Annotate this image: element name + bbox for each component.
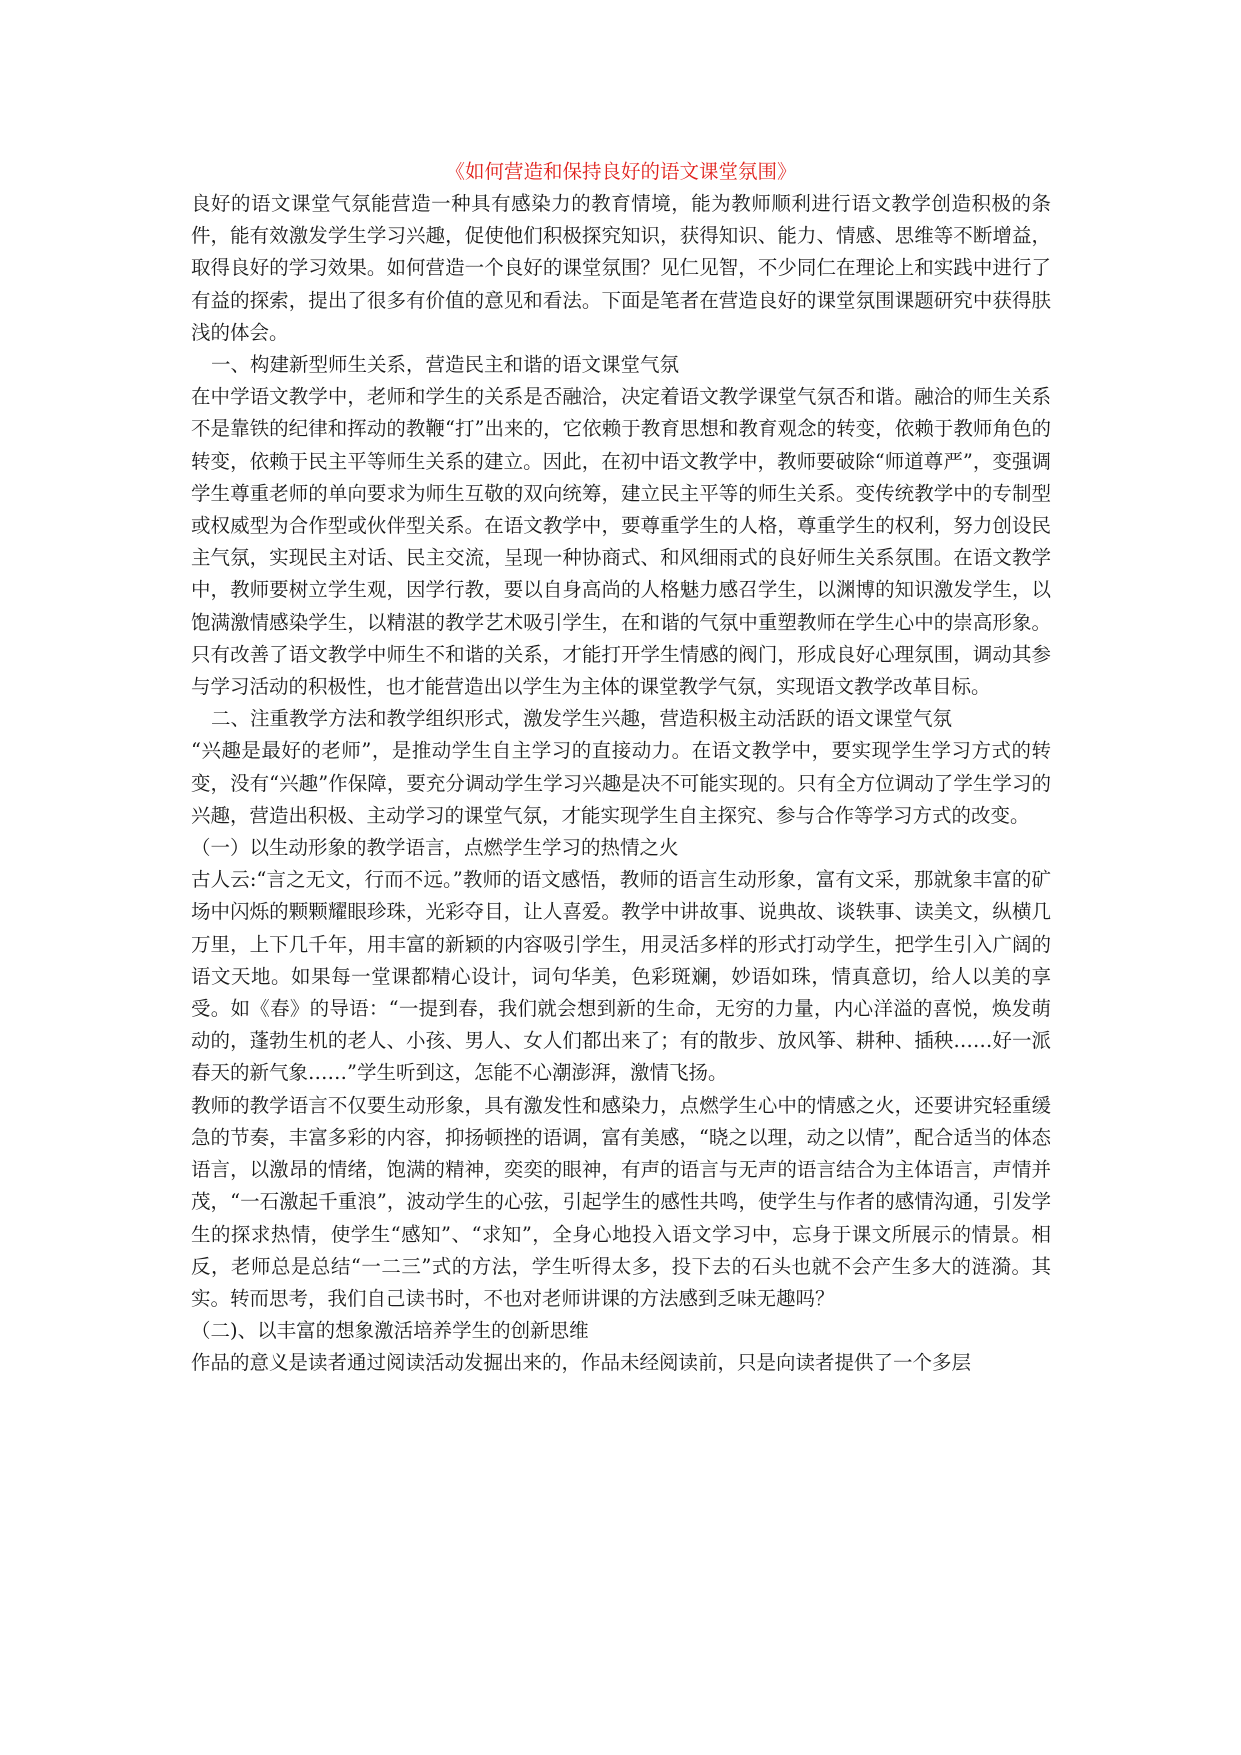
intro-paragraph: 良好的语文课堂气氛能营造一种具有感染力的教育情境，能为教师顺利进行语文教学创造积极的条件，能有效激发学生学习兴趣，促使他们积极探究知识，获得知识、能力、情感、思维等不断增益，取得良好的学习效果。如何营造一个良好的课堂氛围？见仁见智，不少同仁在理论上和实践中进行了有益的探索，提出了很多有价值的意见和看法。下面是笔者在营造良好的课堂氛围课题研究中获得肤浅的体会。 [191,192,1051,344]
subsection-1-paragraph-2: 教师的教学语言不仅要生动形象，具有激发性和感染力，点燃学生心中的情感之火，还要讲究轻重缓急的节奏，丰富多彩的内容，抑扬顿挫的语调，富有美感，“晓之以理，动之以情”，配合适当的体态语言，以激昂的情绪，饱满的精神，奕奕的眼神，有声的语言与无声的语言结合为主体语言，声情并茂，“一石激起千重浪”，波动学生的心弦，引起学生的感性共鸣，使学生与作者的感情沟通，引发学生的探求热情，使学生“感知”、“求知”，全身心地投入语文学习中，忘身于课文所展示的情景。相反，老师总是总结“一二三”式的方法，学生听得太多，投下去的石头也就不会产生多大的涟漪。其实。转而思考，我们自己读书时，不也对老师讲课的方法感到乏味无趣吗？ [191,1093,1051,1310]
section-1-heading: 一、构建新型师生关系，营造民主和谐的语文课堂气氛 [211,353,680,377]
subsection-1-heading: （一）以生动形象的教学语言，点燃学生学习的热情之火 [191,836,679,860]
subsection-2-paragraph: 作品的意义是读者通过阅读活动发掘出来的，作品未经阅读前，只是向读者提供了一个多层 [191,1351,972,1375]
document-page [191,158,1051,1380]
document-title: 《如何营造和保持良好的语文课堂氛围》 [445,160,797,183]
subsection-2-heading: （二)、以丰富的想象激活培养学生的创新思维 [191,1319,589,1343]
section-1-paragraph: 在中学语文教学中，老师和学生的关系是否融洽，决定着语文教学课堂气氛否和谐。融洽的师生关系不是靠铁的纪律和挥动的教鞭“打”出来的，它依赖于教育思想和教育观念的转变，依赖于教师角色的转变，依赖于民主平等师生关系的建立。因此，在初中语文教学中，教师要破除“师道尊严”，变强调学生尊重老师的单向要求为师生互敬的双向统筹，建立民主平等的师生关系。变传统教学中的专制型或权威型为合作型或伙伴型关系。在语文教学中，要尊重学生的人格，尊重学生的权利，努力创设民主气氛，实现民主对话、民主交流，呈现一种协商式、和风细雨式的良好师生关系氛围。在语文教学中，教师要树立学生观，因学行教，要以自身高尚的人格魅力感召学生，以渊博的知识激发学生，以饱满激情感染学生，以精湛的教学艺术吸引学生，在和谐的气氛中重塑教师在学生心中的崇高形象。只有改善了语文教学中师生不和谐的关系，才能打开学生情感的阀门，形成良好心理氛围，调动其参与学习活动的积极性，也才能营造出以学生为主体的课堂教学气氛，实现语文教学改革目标。 [191,385,1051,699]
subsection-1-paragraph-1: 古人云:“言之无文，行而不远。”教师的语文感悟，教师的语言生动形象，富有文采，那就象丰富的矿场中闪烁的颗颗耀眼珍珠，光彩夺目，让人喜爱。教学中讲故事、说典故、谈轶事、读美文，纵横几万里，上下几千年，用丰富的新颖的内容吸引学生，用灵活多样的形式打动学生，把学生引入广阔的语文天地。如果每一堂课都精心设计，词句华美，色彩斑斓，妙语如珠，情真意切，给人以美的享受。如《春》的导语：“一提到春，我们就会想到新的生命，无穷的力量，内心洋溢的喜悦，焕发萌动的，蓬勃生机的老人、小孩、男人、女人们都出来了；有的散步、放风筝、耕种、插秧……好一派春天的新气象……”学生听到这，怎能不心潮澎湃，激情飞扬。 [191,868,1051,1085]
section-2-heading: 二、注重教学方法和教学组织形式，激发学生兴趣，营造积极主动活跃的语文课堂气氛 [211,707,953,731]
section-2-paragraph: “兴趣是最好的老师”，是推动学生自主学习的直接动力。在语文教学中，要实现学生学习方式的转变，没有“兴趣”作保障，要充分调动学生学习兴趣是决不可能实现的。只有全方位调动了学生学习的兴趣，营造出积极、主动学习的课堂气氛，才能实现学生自主探究、参与合作等学习方式的改变。 [191,739,1051,827]
